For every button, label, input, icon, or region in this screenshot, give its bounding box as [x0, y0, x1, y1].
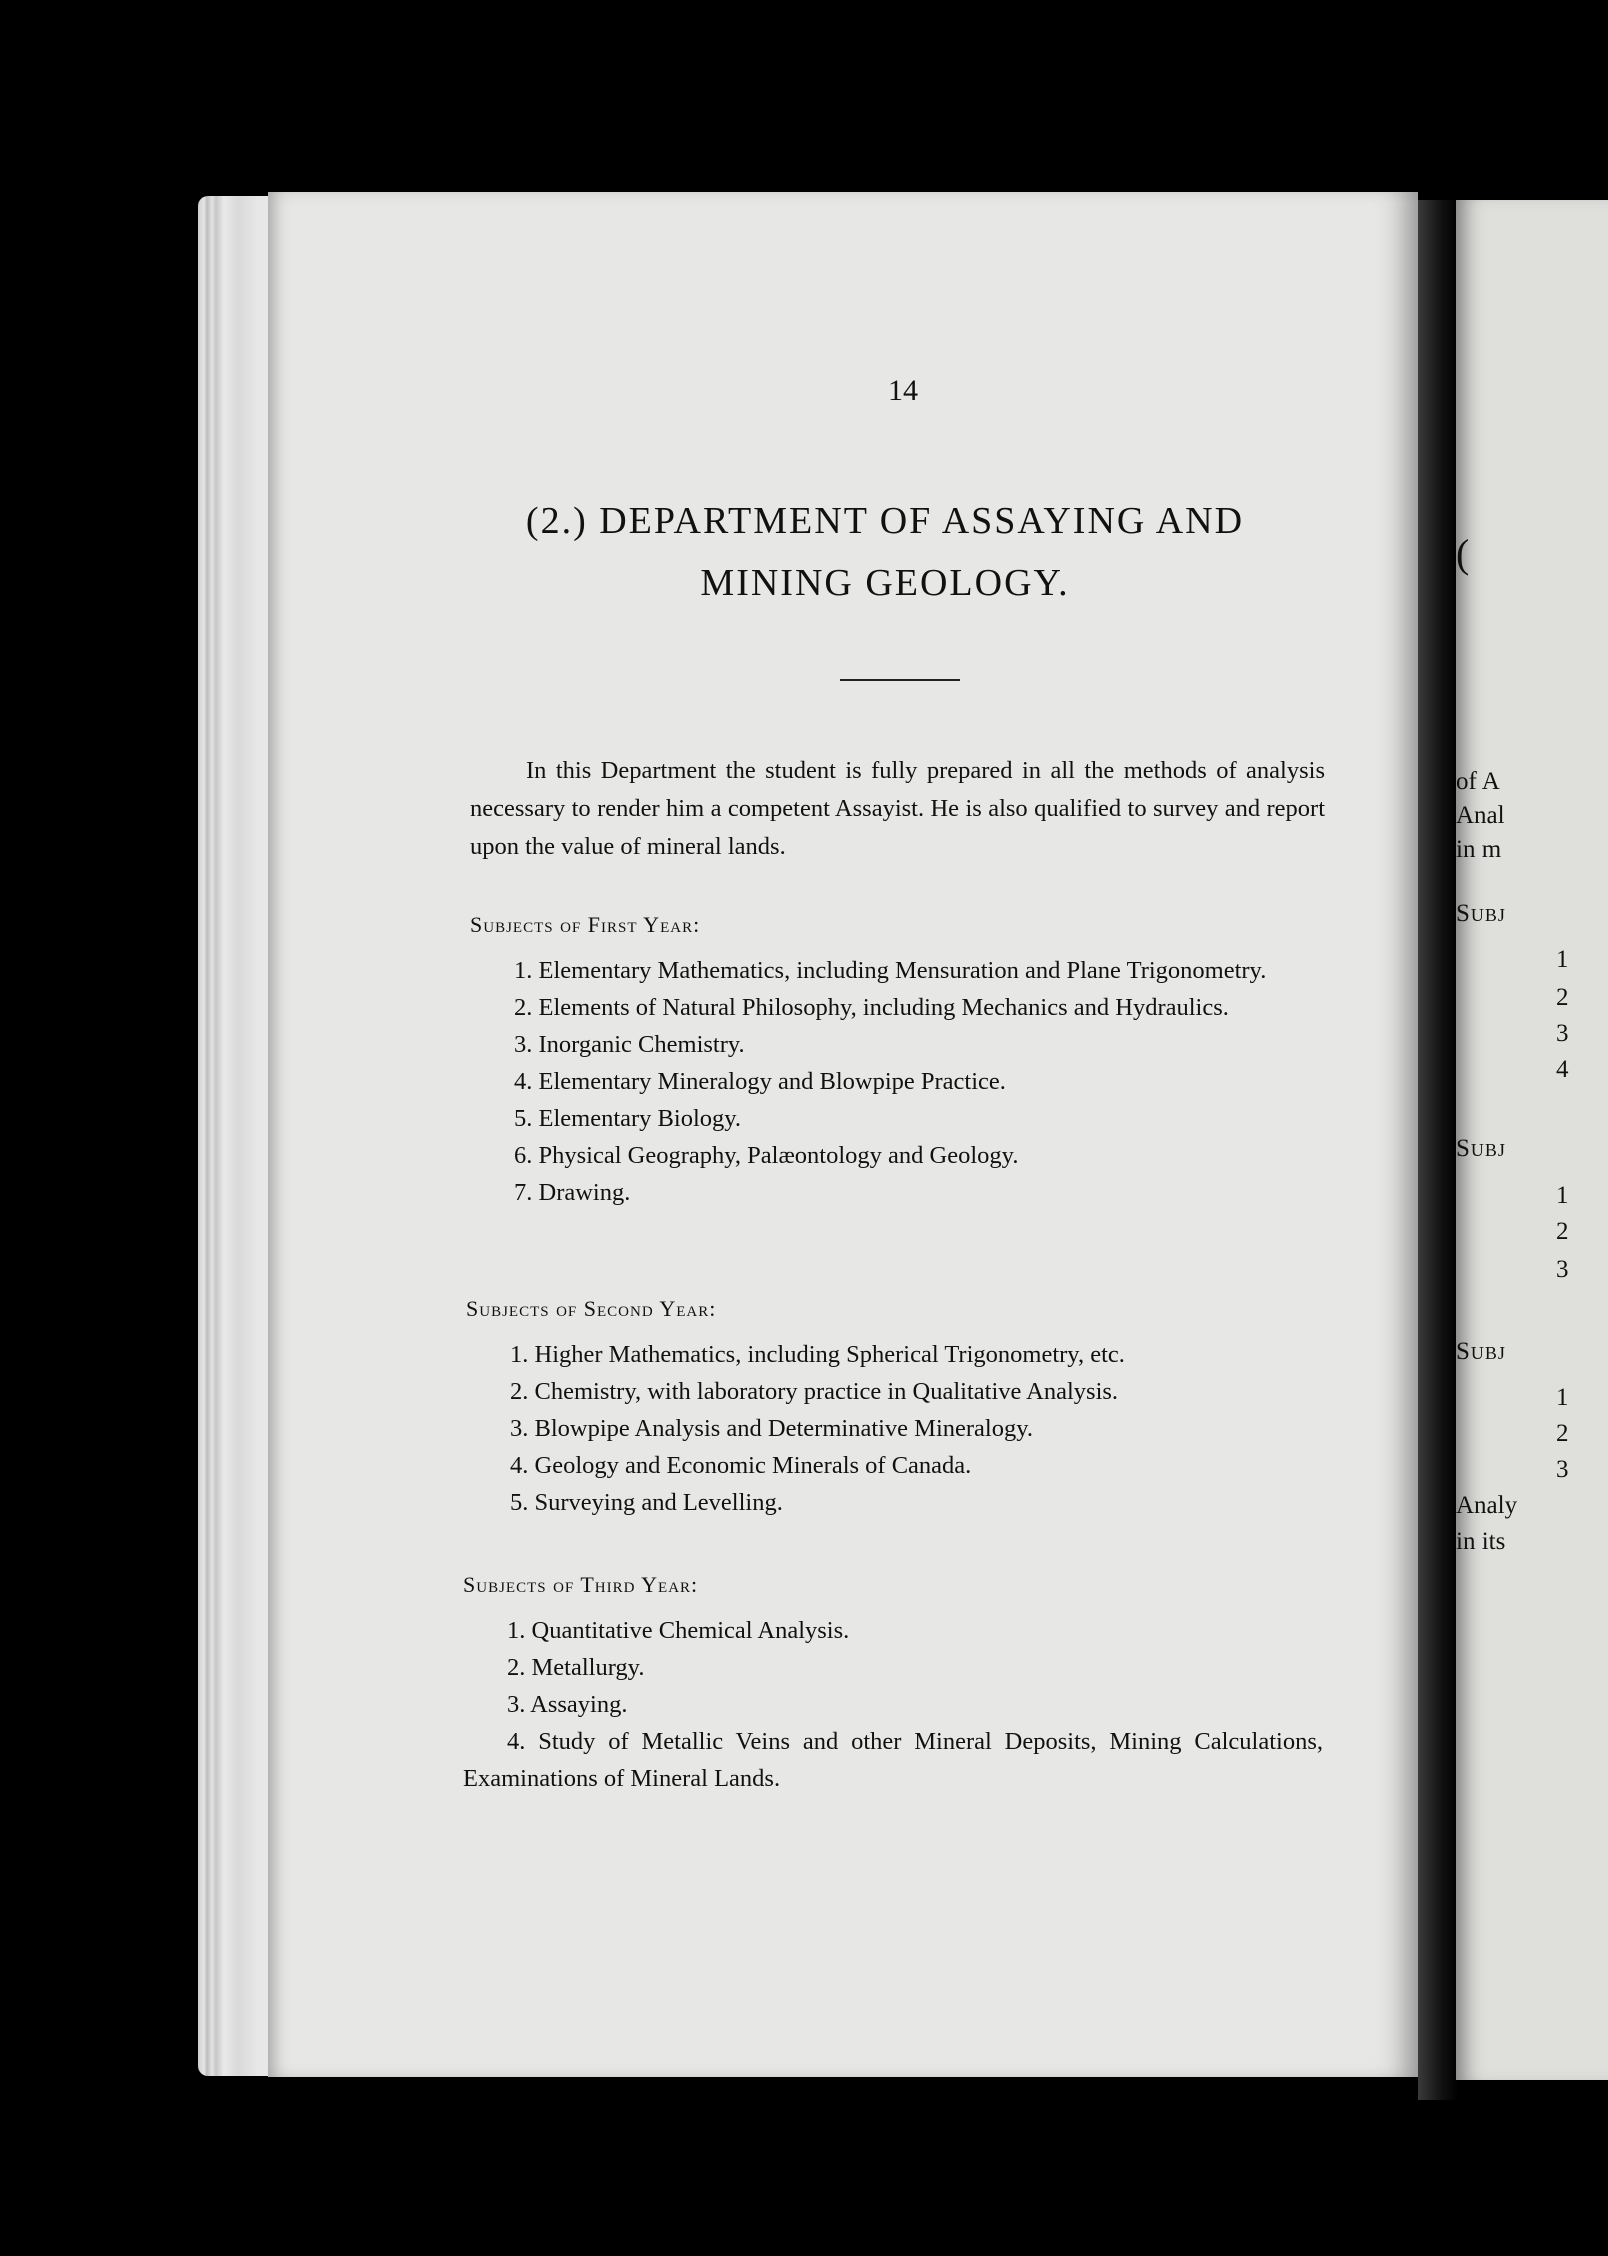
facing-fragment: in its [1456, 1528, 1506, 1555]
page-title [460, 490, 1310, 614]
second-year-item: 5. Surveying and Levelling. [510, 1489, 783, 1516]
first-year-heading: Subjects of First Year: [470, 912, 701, 937]
third-year-item: 2. Metallurgy. [507, 1654, 645, 1681]
third-year-item: 1. Quantitative Chemical Analysis. [507, 1617, 850, 1644]
facing-fragment: in m [1456, 836, 1502, 863]
first-year-item: 1. Elementary Mathematics, including Mensuration and Plane Trigonometry. [514, 957, 1267, 984]
facing-fragment: 3 [1556, 1020, 1569, 1047]
second-year-item: 4. Geology and Economic Minerals of Canada. [510, 1452, 972, 1479]
book-gutter [1418, 200, 1458, 2100]
facing-fragment: 3 [1556, 1456, 1569, 1483]
first-year-item: 2. Elements of Natural Philosophy, including Mechanics and Hydraulics. [514, 994, 1229, 1021]
second-year-heading: Subjects of Second Year: [466, 1296, 717, 1321]
second-year-item: 2. Chemistry, with laboratory practice in Qualitative Analysis. [510, 1378, 1119, 1405]
intro-paragraph [470, 752, 1325, 866]
first-year-item: 7. Drawing. [514, 1179, 631, 1206]
first-year-item: 5. Elementary Biology. [514, 1105, 742, 1132]
facing-fragment: 2 [1556, 1218, 1569, 1245]
facing-fragment: of A [1456, 768, 1500, 795]
facing-fragment: 1 [1556, 946, 1569, 973]
third-year-item: 4. Study of Metallic Veins and other Mineral Deposits, Mining Calculations, Examinations of Mineral Lands. [463, 1728, 1323, 1792]
facing-fragment: 2 [1556, 984, 1569, 1011]
intro-text: In this Department the student is fully prepared in all the methods of analysis necessary to render him a competent Assayist. He is also qualified to survey and report upon the value of mineral lands. [470, 757, 1325, 860]
facing-fragment: Subj [1456, 1135, 1506, 1162]
first-year-item: 4. Elementary Mineralogy and Blowpipe Practice. [514, 1068, 1006, 1095]
first-year-section [470, 912, 1330, 1211]
facing-fragment: ( [1456, 531, 1470, 576]
first-year-item: 6. Physical Geography, Palæontology and Geology. [514, 1142, 1019, 1169]
facing-page [1456, 200, 1608, 2080]
first-year-item: 3. Inorganic Chemistry. [514, 1031, 745, 1058]
facing-fragment: Analy [1456, 1492, 1518, 1519]
facing-fragment: 1 [1556, 1182, 1569, 1209]
third-year-item: 3. Assaying. [507, 1691, 628, 1718]
title-divider [840, 679, 960, 681]
third-year-section [463, 1572, 1323, 1797]
title-line-2: MINING GEOLOGY. [700, 562, 1070, 604]
title-line-1: (2.) DEPARTMENT OF ASSAYING AND [525, 500, 1245, 542]
facing-fragment: Subj [1456, 1338, 1506, 1365]
second-year-item: 1. Higher Mathematics, including Spherical Trigonometry, etc. [510, 1341, 1125, 1368]
facing-fragment: Subj [1456, 900, 1506, 927]
facing-fragment: 4 [1556, 1056, 1569, 1083]
facing-fragment: 2 [1556, 1420, 1569, 1447]
third-year-heading: Subjects of Third Year: [463, 1572, 699, 1597]
second-year-section [466, 1296, 1326, 1521]
facing-fragment: Anal [1456, 802, 1505, 829]
second-year-item: 3. Blowpipe Analysis and Determinative Mineralogy. [510, 1415, 1034, 1442]
facing-fragment: 1 [1556, 1384, 1569, 1411]
facing-fragment: 3 [1556, 1256, 1569, 1283]
page-number: 14 [888, 374, 918, 407]
